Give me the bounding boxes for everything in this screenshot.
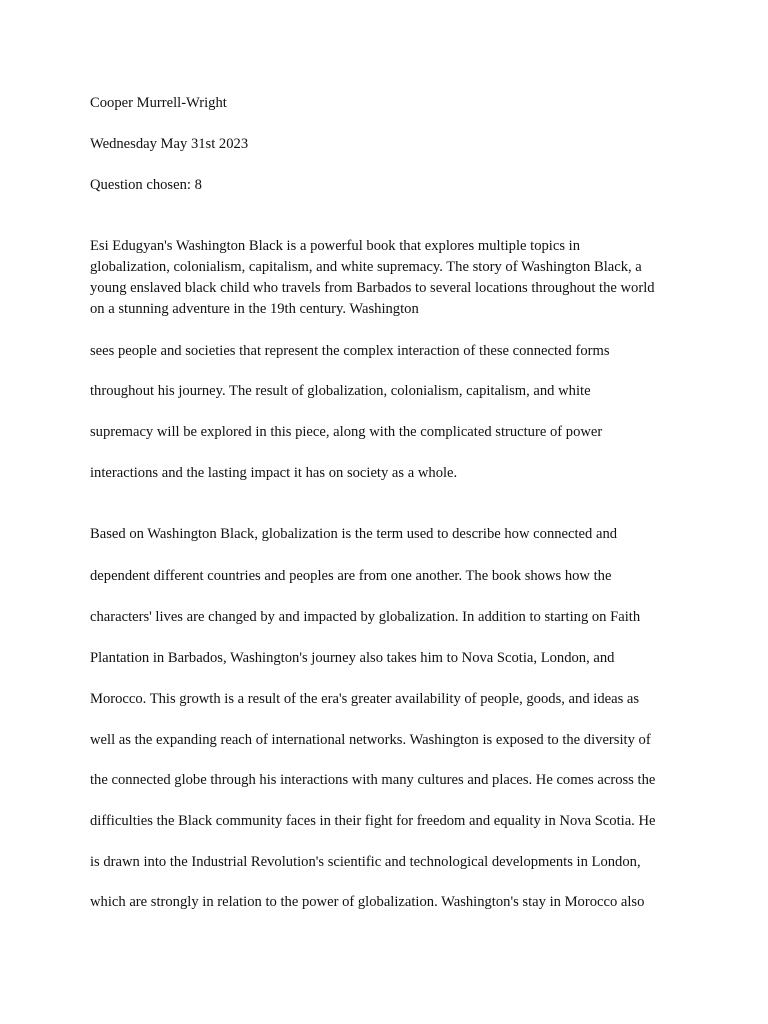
intro-line: globalization, colonialism, capitalism, and white supremacy. The story of Washington Black, a bbox=[90, 259, 642, 275]
body-line: dependent different countries and peoples are from one another. The book shows how the bbox=[90, 568, 612, 584]
intro-continued-line: throughout his journey. The result of globalization, colonialism, capitalism, and white bbox=[90, 383, 591, 399]
body-line: well as the expanding reach of international networks. Washington is exposed to the diversity of bbox=[90, 732, 651, 748]
body-line: Morocco. This growth is a result of the era's greater availability of people, goods, and ideas as bbox=[90, 691, 640, 707]
question-chosen: Question chosen: 8 bbox=[90, 177, 202, 193]
intro-line: Esi Edugyan's Washington Black is a powerful book that explores multiple topics in bbox=[90, 238, 581, 254]
body-line: Plantation in Barbados, Washington's journey also takes him to Nova Scotia, London, and bbox=[90, 650, 615, 666]
author-name: Cooper Murrell-Wright bbox=[90, 95, 227, 111]
intro-continued-line: supremacy will be explored in this piece, along with the complicated structure of power bbox=[90, 424, 603, 440]
intro-continued-line: interactions and the lasting impact it has on society as a whole. bbox=[90, 465, 458, 481]
intro-line: on a stunning adventure in the 19th century. Washington bbox=[90, 301, 419, 317]
body-line: the connected globe through his interactions with many cultures and places. He comes across the bbox=[90, 772, 656, 788]
essay-date: Wednesday May 31st 2023 bbox=[90, 136, 249, 152]
body-line: characters' lives are changed by and impacted by globalization. In addition to starting on Faith bbox=[90, 609, 641, 625]
intro-line: young enslaved black child who travels from Barbados to several locations throughout the world bbox=[90, 280, 655, 296]
body-line: Based on Washington Black, globalization is the term used to describe how connected and bbox=[90, 526, 618, 542]
body-line: is drawn into the Industrial Revolution's scientific and technological developments in London, bbox=[90, 854, 641, 870]
intro-continued-line: sees people and societies that represent the complex interaction of these connected forms bbox=[90, 343, 610, 359]
body-line: difficulties the Black community faces in their fight for freedom and equality in Nova Scotia. He bbox=[90, 813, 656, 829]
body-line: which are strongly in relation to the power of globalization. Washington's stay in Morocco also bbox=[90, 894, 645, 910]
